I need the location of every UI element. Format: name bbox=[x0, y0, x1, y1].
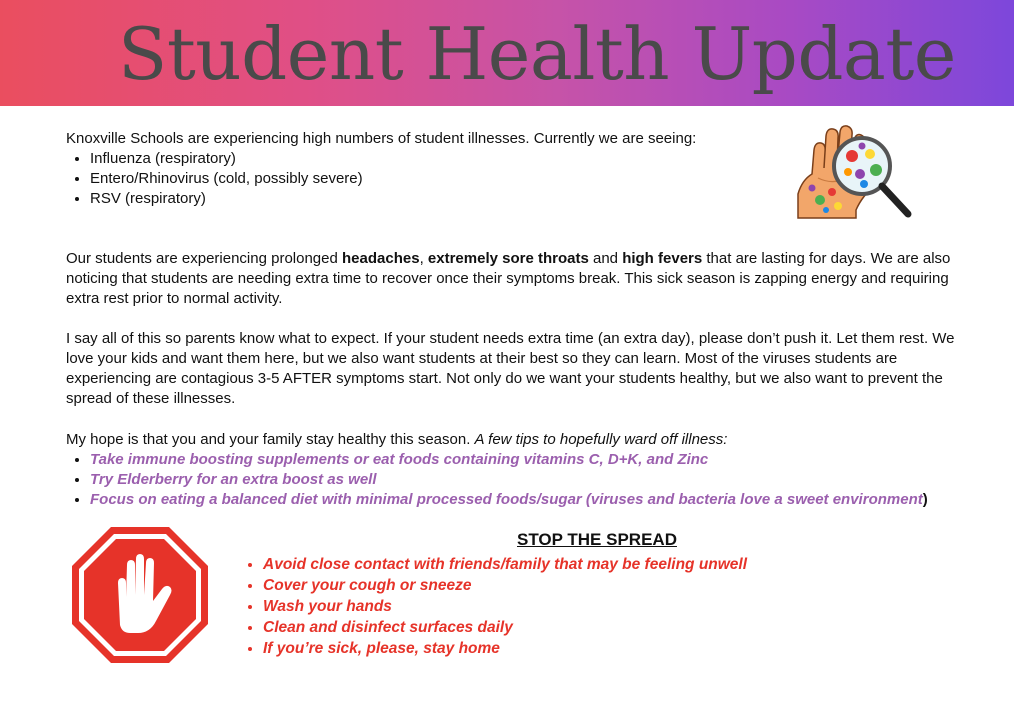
illness-item: • Influenza (respiratory) bbox=[90, 149, 966, 169]
stop-spread-item: • Cover your cough or sneeze bbox=[263, 575, 747, 596]
header-banner bbox=[0, 0, 1014, 106]
symptom-headaches: headaches bbox=[342, 250, 420, 267]
intro-text: Knoxville Schools are experiencing high numbers of student illnesses. Currently we are seeing: bbox=[66, 130, 697, 147]
stop-spread-item: • Wash your hands bbox=[263, 596, 747, 617]
stop-spread-heading: STOP THE SPREAD bbox=[517, 530, 677, 549]
tips-intro: My hope is that you and your family stay healthy this season. A few tips to hopefully ward off illness: bbox=[66, 431, 728, 448]
tip-item: • Focus on eating a balanced diet with minimal processed foods/sugar (viruses and bacteria love a sweet environment) bbox=[90, 490, 966, 510]
stop-spread-list bbox=[238, 554, 747, 659]
tips-list bbox=[66, 450, 966, 510]
letter-body bbox=[66, 129, 966, 510]
expectations-paragraph: I say all of this so parents know what to expect. If your student needs extra time (an extra day), please don’t push it. Let them rest. We love your kids and want them here, but we also want students at their best so they can learn. Most of the viruses students are experiencing are contagious 3-5 AFTER symptoms start. Not only do we want your students healthy, but we also want to prevent the spread of these illnesses. bbox=[66, 330, 955, 407]
symptom-sore-throats: extremely sore throats bbox=[427, 250, 589, 267]
tips-intro-italic: A few tips to hopefully ward off illness: bbox=[474, 431, 728, 448]
tip-item: • Try Elderberry for an extra boost as well bbox=[90, 470, 966, 490]
symptoms-paragraph: Our students are experiencing prolonged headaches, extremely sore throats and high fevers that are lasting for days. We are also noticing that students are needing extra time to recover once their symptoms break. This sick season is zapping energy and requiring extra rest prior to normal activity. bbox=[66, 250, 951, 307]
symptom-high-fevers: high fevers bbox=[622, 250, 703, 267]
stop-spread-item: • Avoid close contact with friends/family that may be feeling unwell bbox=[263, 554, 747, 575]
tip-item: • Take immune boosting supplements or eat foods containing vitamins C, D+K, and Zinc bbox=[90, 450, 966, 470]
stop-hand-icon bbox=[70, 525, 210, 665]
stop-spread-item: • If you’re sick, please, stay home bbox=[263, 638, 747, 659]
stop-spread-item: • Clean and disinfect surfaces daily bbox=[263, 617, 747, 638]
page-title: Student Health Update bbox=[118, 12, 956, 96]
illness-item: • Entero/Rhinovirus (cold, possibly severe) bbox=[90, 169, 966, 189]
illness-list bbox=[66, 149, 966, 209]
illness-item: • RSV (respiratory) bbox=[90, 189, 966, 209]
